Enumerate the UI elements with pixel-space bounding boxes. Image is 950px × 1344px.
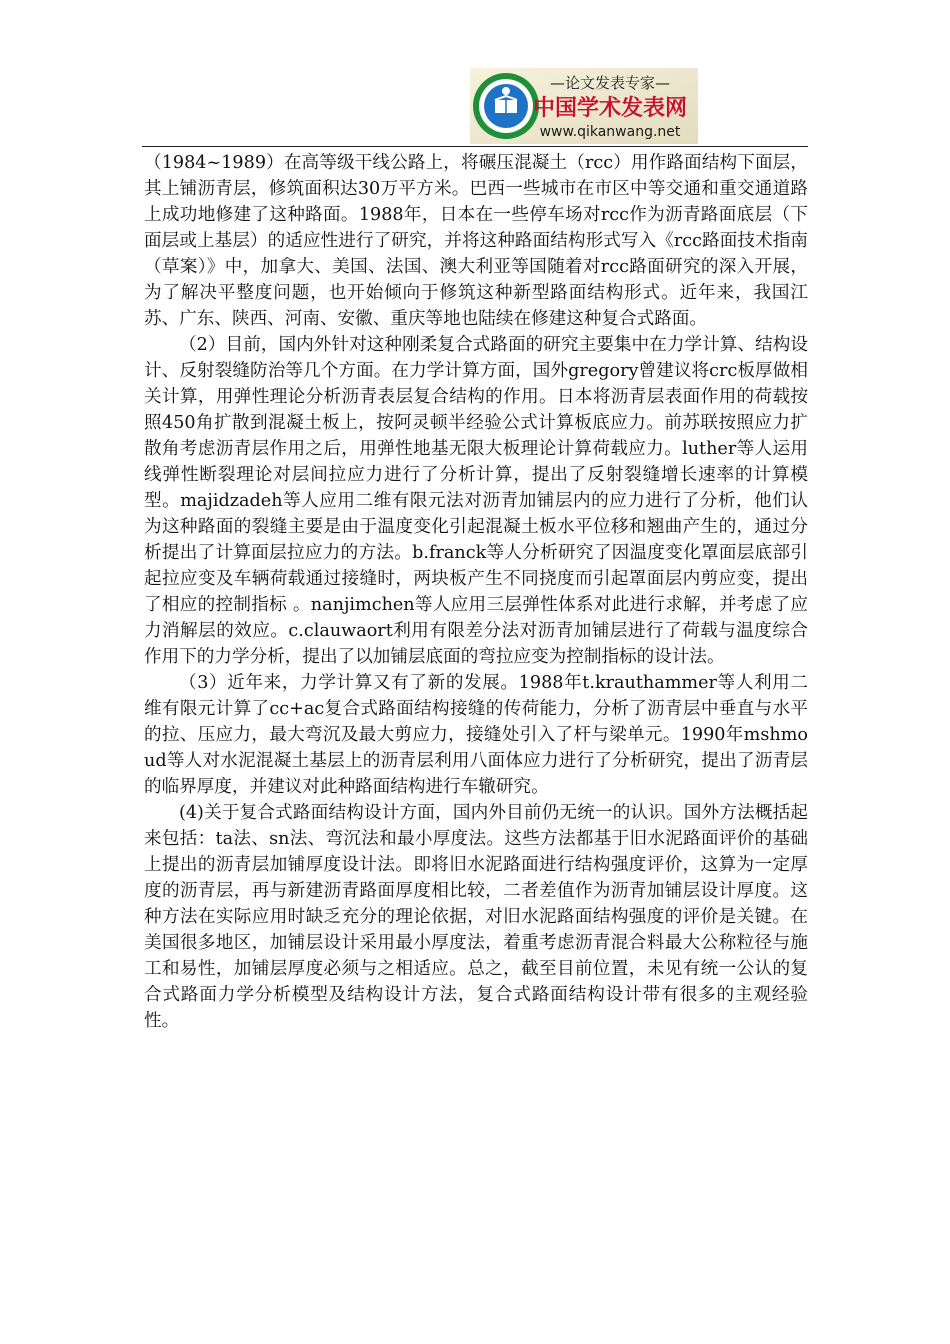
logo-tagline: —论文发表专家—	[549, 74, 671, 92]
site-logo[interactable]	[470, 68, 698, 144]
paragraph-3: （3）近年来，力学计算又有了新的发展。1988年t.krauthammer等人利用二维有限元计算了cc+ac复合式路面结构接缝的传荷能力，分析了沥青层中垂直与水平的拉、压应力，最大弯沉及最大剪应力，接缝处引入了杆与梁单元。1990年mshmoud等人对水泥混凝土基层上的沥青层利用八面体应力进行了分析研究，提出了沥青层的临界厚度，并建议对此种路面结构进行车辙研究。	[144, 673, 808, 797]
header-divider	[142, 146, 808, 147]
document-body	[144, 150, 808, 1034]
logo-graphic	[470, 68, 698, 144]
logo-title: 中国学术发表网	[532, 96, 688, 121]
seal-icon	[473, 73, 539, 139]
paragraph-1: （1984~1989）在高等级干线公路上，将碾压混凝土（rcc）用作路面结构下面层，其上铺沥青层，修筑面积达30万平方米。巴西一些城市在市区中等交通和重交通道路上成功地修建了这种路面。1988年，日本在一些停车场对rcc作为沥青路面底层（下面层或上基层）的适应性进行了研究，并将这种路面结构形式写入《rcc路面技术指南（草案）》中，加拿大、美国、法国、澳大利亚等国随着对rcc路面研究的深入开展，为了解决平整度问题，也开始倾向于修筑这种新型路面结构形式。近年来，我国江苏、广东、陕西、河南、安徽、重庆等地也陆续在修建这种复合式路面。	[144, 153, 808, 329]
paragraph-2: （2）目前，国内外针对这种刚柔复合式路面的研究主要集中在力学计算、结构设计、反射裂缝防治等几个方面。在力学计算方面，国外gregory曾建议将crc板厚做相关计算，用弹性理论分析沥青表层复合结构的作用。日本将沥青层表面作用的荷载按照450角扩散到混凝土板上，按阿灵顿半经验公式计算板底应力。前苏联按照应力扩散角考虑沥青层作用之后，用弹性地基无限大板理论计算荷载应力。luther等人运用线弹性断裂理论对层间拉应力进行了分析计算，提出了反射裂缝增长速率的计算模型。majidzadeh等人应用二维有限元法对沥青加铺层内的应力进行了分析，他们认为这种路面的裂缝主要是由于温度变化引起混凝土板水平位移和翘曲产生的，通过分析提出了计算面层拉应力的方法。b.franck等人分析研究了因温度变化罩面层底部引起拉应变及车辆荷载通过接缝时，两块板产生不同挠度而引起罩面层内剪应变，提出了相应的控制指标 。nanjimchen等人应用三层弹性体系对此进行求解，并考虑了应力消解层的效应。c.clauwaort利用有限差分法对沥青加铺层进行了荷载与温度综合作用下的力学分析，提出了以加铺层底面的弯拉应变为控制指标的设计法。	[144, 335, 808, 667]
paragraph-4: (4)关于复合式路面结构设计方面，国内外目前仍无统一的认识。国外方法概括起来包括：ta法、sn法、弯沉法和最小厚度法。这些方法都基于旧水泥路面评价的基础上提出的沥青层加铺厚度设计法。即将旧水泥路面进行结构强度评价，这算为一定厚度的沥青层，再与新建沥青路面厚度相比较，二者差值作为沥青加铺层设计厚度。这种方法在实际应用时缺乏充分的理论依据，对旧水泥路面结构强度的评价是关键。在美国很多地区，加铺层设计采用最小厚度法，着重考虑沥青混合料最大公称粒径与施工和易性，加铺层厚度必须与之相适应。总之，截至目前位置，未见有统一公认的复合式路面力学分析模型及结构设计方法，复合式路面结构设计带有很多的主观经验性。	[144, 803, 808, 1031]
logo-url: www.qikanwang.net	[539, 124, 681, 140]
